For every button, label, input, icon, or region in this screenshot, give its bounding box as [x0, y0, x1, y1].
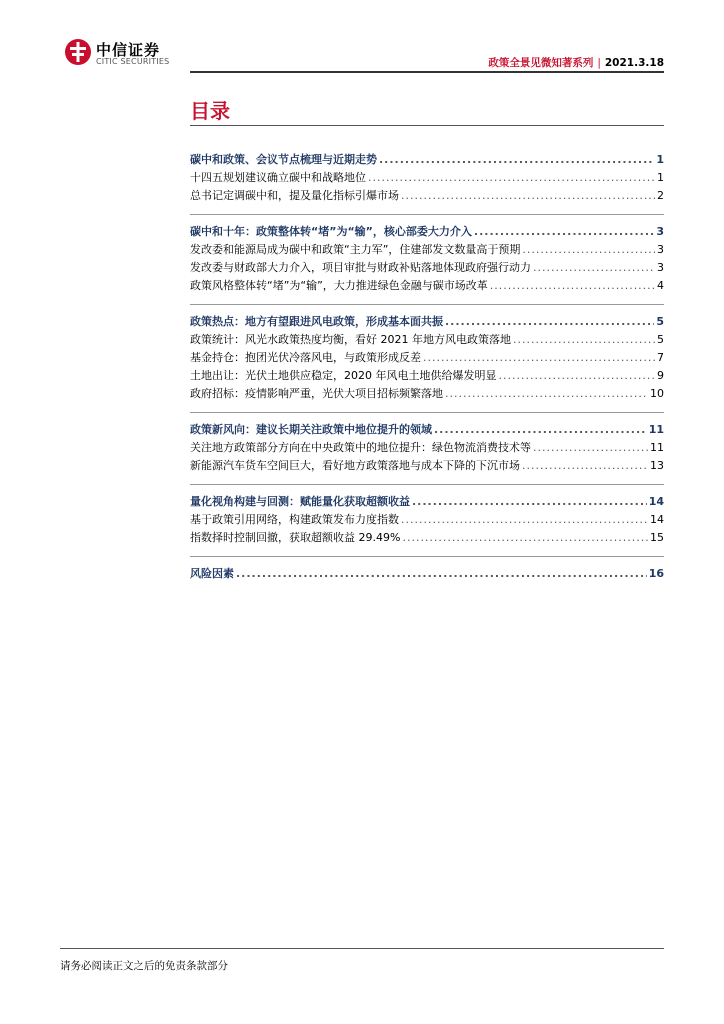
toc-heading-link[interactable] [190, 313, 664, 331]
toc-section [190, 556, 664, 583]
toc-entry-link[interactable] [190, 511, 664, 529]
toc-label: 碳中和十年：政策整体转“堵”为“输”，核心部委大力介入 [190, 225, 472, 238]
toc-page-number: 16 [648, 567, 664, 580]
toc-entry-link[interactable] [190, 277, 664, 295]
toc-leader-dots [412, 495, 647, 508]
toc-section [190, 148, 664, 205]
toc-leader-dots [499, 369, 656, 382]
logo-text-cn: 中信证券 [96, 41, 161, 59]
toc-label: 关注地方政策部分方向在中央政策中的地位提升：绿色物流消费技术等 [190, 441, 531, 454]
toc-entry-link[interactable] [190, 529, 664, 547]
toc-leader-dots [522, 459, 648, 472]
toc-leader-dots [513, 333, 655, 346]
report-date: 2021.3.18 [604, 57, 664, 69]
toc-entry-link[interactable] [190, 187, 664, 205]
toc-entry-link[interactable] [190, 169, 664, 187]
toc-page-number: 2 [657, 189, 664, 202]
table-of-contents [190, 148, 664, 583]
toc-label: 土地出让：光伏土地供应稳定，2020 年风电土地供给爆发明显 [190, 369, 497, 382]
toc-heading-link[interactable] [190, 493, 664, 511]
toc-entry-link[interactable] [190, 259, 664, 277]
toc-page-number: 10 [650, 387, 664, 400]
footer-disclaimer: 请务必阅读正文之后的免责条款部分 [60, 960, 228, 972]
toc-label: 风险因素 [190, 567, 234, 580]
toc-title-divider [190, 125, 664, 126]
toc-label: 发改委和能源局成为碳中和政策“主力军”，住建部发文数量高于预期 [190, 243, 521, 256]
toc-page-number: 11 [650, 441, 664, 454]
toc-page-number: 5 [656, 315, 664, 328]
toc-page-number: 1 [657, 171, 664, 184]
toc-section [190, 484, 664, 547]
toc-label: 碳中和政策、会议节点梳理与近期走势 [190, 153, 377, 166]
toc-page-number: 14 [648, 495, 664, 508]
toc-label: 发改委与财政部大力介入，项目审批与财政补贴落地体现政府强行动力 [190, 261, 531, 274]
toc-label: 指数择时控制回撤，获取超额收益 29.49% [190, 531, 401, 544]
toc-heading-link[interactable] [190, 565, 664, 583]
toc-page-number: 9 [657, 369, 664, 382]
company-logo [64, 38, 174, 68]
toc-entry-link[interactable] [190, 241, 664, 259]
toc-label: 基于政策引用网络，构建政策发布力度指数 [190, 513, 399, 526]
toc-page-number: 3 [657, 261, 664, 274]
toc-heading-link[interactable] [190, 421, 664, 439]
citic-logo-icon [64, 38, 92, 66]
toc-page-number: 13 [650, 459, 664, 472]
toc-label: 新能源汽车货车空间巨大，看好地方政策落地与成本下降的下沉市场 [190, 459, 520, 472]
toc-page-number: 5 [657, 333, 664, 346]
report-series: 政策全景见微知著系列 [488, 57, 594, 69]
toc-section [190, 412, 664, 475]
toc-leader-dots [474, 225, 654, 238]
toc-leader-dots [402, 531, 648, 544]
toc-page-number: 14 [650, 513, 664, 526]
toc-leader-dots [423, 351, 655, 364]
toc-leader-dots [522, 243, 655, 256]
toc-leader-dots [490, 279, 655, 292]
toc-label: 总书记定调碳中和，提及量化指标引爆市场 [190, 189, 399, 202]
toc-label: 量化视角构建与回测：赋能量化获取超额收益 [190, 495, 410, 508]
toc-entry-link[interactable] [190, 367, 664, 385]
toc-heading-link[interactable] [190, 151, 664, 169]
toc-leader-dots [533, 261, 655, 274]
toc-section [190, 304, 664, 403]
toc-leader-dots [379, 153, 654, 166]
toc-leader-dots [445, 315, 654, 328]
header-divider [190, 71, 664, 73]
toc-leader-dots [401, 189, 655, 202]
toc-leader-dots [434, 423, 647, 436]
header-separator: | [597, 57, 601, 69]
footer-divider [60, 948, 664, 949]
toc-entry-link[interactable] [190, 385, 664, 403]
toc-page-number: 15 [650, 531, 664, 544]
toc-page-number: 3 [656, 225, 664, 238]
toc-leader-dots [368, 171, 655, 184]
toc-page-number: 11 [648, 423, 664, 436]
header-meta [488, 55, 664, 70]
toc-label: 十四五规划建议确立碳中和战略地位 [190, 171, 366, 184]
toc-page-number: 7 [657, 351, 664, 364]
toc-page-number: 3 [657, 243, 664, 256]
toc-leader-dots [445, 387, 648, 400]
toc-label: 基金持仓：抱团光伏冷落风电，与政策形成反差 [190, 351, 421, 364]
toc-page-number: 4 [657, 279, 664, 292]
toc-title: 目录 [190, 99, 230, 123]
toc-heading-link[interactable] [190, 223, 664, 241]
toc-leader-dots [401, 513, 648, 526]
logo-text-en: CITIC SECURITIES [96, 57, 170, 66]
toc-section [190, 214, 664, 295]
toc-label: 政策热点：地方有望跟进风电政策，形成基本面共振 [190, 315, 443, 328]
toc-page-number: 1 [656, 153, 664, 166]
toc-label: 政府招标：疫情影响严重，光伏大项目招标频繁落地 [190, 387, 443, 400]
toc-leader-dots [533, 441, 648, 454]
toc-entry-link[interactable] [190, 349, 664, 367]
toc-entry-link[interactable] [190, 457, 664, 475]
toc-label: 政策新风向：建议长期关注政策中地位提升的领域 [190, 423, 432, 436]
toc-label: 政策风格整体转“堵”为“输”，大力推进绿色金融与碳市场改革 [190, 279, 488, 292]
toc-label: 政策统计：风光水政策热度均衡，看好 2021 年地方风电政策落地 [190, 333, 511, 346]
toc-entry-link[interactable] [190, 331, 664, 349]
toc-entry-link[interactable] [190, 439, 664, 457]
toc-leader-dots [236, 567, 647, 580]
